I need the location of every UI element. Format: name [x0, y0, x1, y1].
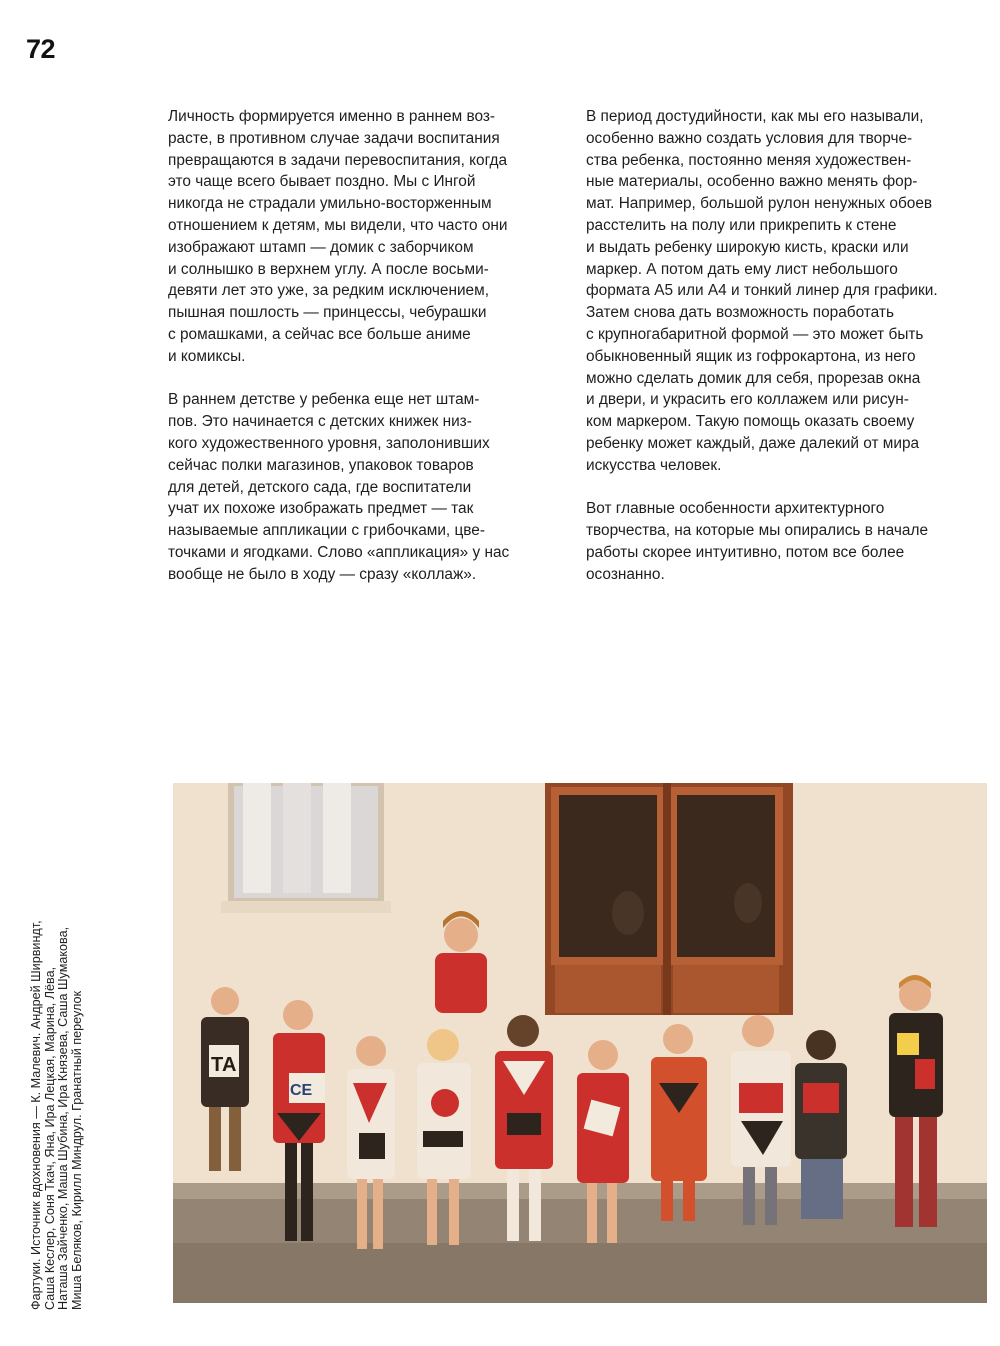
- page-number: 72: [26, 34, 56, 64]
- paragraph-right-1: В период достудийности, как мы его называли, особенно важно создать условия для творче- ства ребенка, постоянно меняя художествен- ные материалы, особенно важно менять фор- мат. Например, большой рулон ненужных обоев расстелить на полу или прикрепить к стене и выдать ребенку широкую кисть, краски или маркер. А потом дать ему лист небольшого формата А5 или А4 и тонкий линер для графики. Затем снова дать возможность поработать с крупногабаритной формой — это может быть обыкновенный ящик из гофрокартона, из него можно сделать домик для себя, прорезав окна и двери, и украсить его коллажем или рисун- ком маркером. Такую помощь оказать своему ребенку может каждый, даже далекий от мира искусства человек.: [586, 108, 938, 474]
- apron-letters-ta: ТА: [211, 1054, 237, 1076]
- apron-letters-se: СЕ: [290, 1082, 313, 1099]
- photo-caption: Фартуки. Источник вдохновения — К. Малевич. Андрей Ширвиндт, Саша Кеслер, Соня Ткач, Яна, Ира Лецкая, Марина, Лёва, Наташа Зайченко, Маша Шубина, Ира Князева, Саша Шумакова, Миша Беляков, Кирилл Миндрул. Гранатный переулок: [29, 920, 84, 1310]
- paragraph-right-2: Вот главные особенности архитектурного творчества, на которые мы опирались в начале работы скорее интуитивно, потом все более осознанно.: [586, 500, 929, 583]
- children-group-photo: [173, 783, 987, 1303]
- paragraph-left-2: В раннем детстве у ребенка еще нет штам- пов. Это начинается с детских книжек низ- кого художественного уровня, заполонивших сейчас полки магазинов, упаковок товаров для детей, детского сада, где воспитатели учат их похоже изображать предмет — так называемые аппликации с грибочками, цве- точками и ягодками. Слово «аппликация» у нас вообще не было в ходу — сразу «коллаж».: [168, 391, 510, 583]
- paragraph-left-1: Личность формируется именно в раннем воз- расте, в противном случае задачи воспитания превращаются в задачи перевоспитания, когда это чаще всего бывает поздно. Мы с Ингой никогда не страдали умильно-восторженным отношением к детям, мы видели, что часто они изображают штамп — домик с заборчиком и солнышко в верхнем углу. А после восьми- девяти лет это уже, за редким исключением, пышная пошлость — принцессы, чебурашки с ромашками, а сейчас все больше аниме и комиксы.: [168, 108, 508, 365]
- photo-illustration: [173, 783, 987, 1303]
- text-column-left: [168, 106, 563, 607]
- text-column-right: [586, 106, 976, 607]
